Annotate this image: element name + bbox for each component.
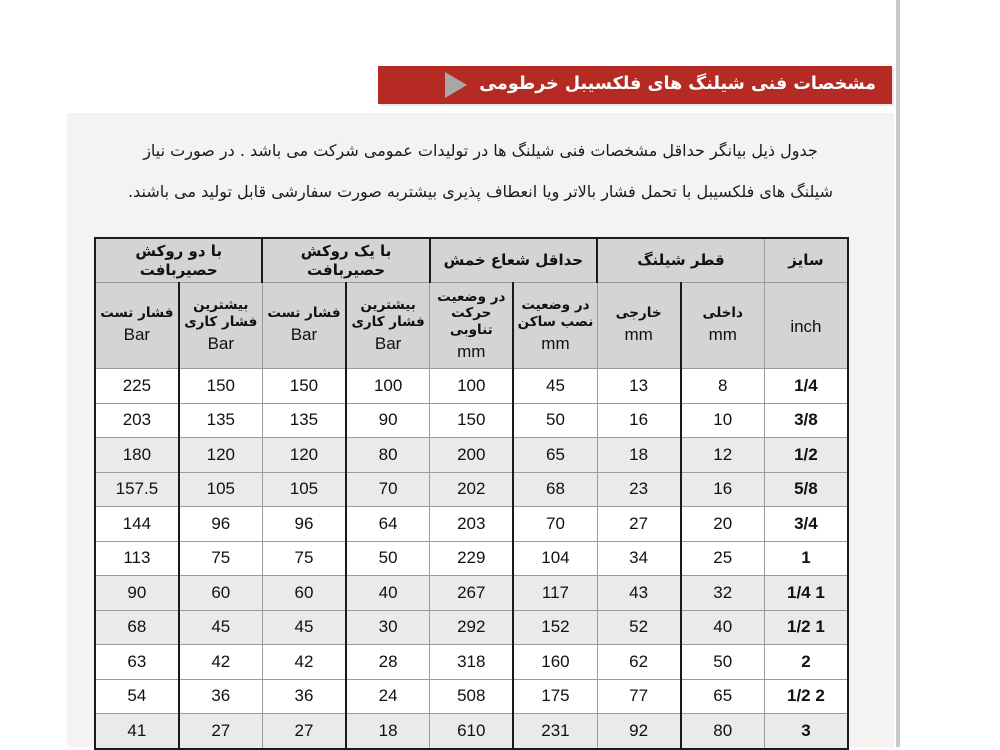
table-cell: 16: [597, 403, 681, 438]
table-cell: 610: [430, 714, 514, 749]
table-cell: 68: [95, 610, 179, 645]
table-cell: 52: [597, 610, 681, 645]
cell-size: 2: [764, 645, 848, 680]
table-cell: 28: [346, 645, 430, 680]
table-cell: 13: [597, 369, 681, 404]
cell-size: 1/4: [764, 369, 848, 404]
cell-size: 5/8: [764, 472, 848, 507]
sub-header-s-work-unit: Bar: [374, 333, 402, 353]
table-cell: 225: [95, 369, 179, 404]
table-row: [95, 679, 848, 714]
cell-size: 1 1/4: [764, 576, 848, 611]
table-cell: 144: [95, 507, 179, 542]
table-row: [95, 403, 848, 438]
sub-header-static-fa: در وضعیت نصب ساکن: [517, 297, 594, 330]
table-cell: 68: [513, 472, 597, 507]
table-cell: 231: [513, 714, 597, 749]
table-cell: 65: [513, 438, 597, 473]
table-cell: 27: [597, 507, 681, 542]
table-cell: 160: [513, 645, 597, 680]
table-cell: 508: [430, 679, 514, 714]
table-cell: 24: [346, 679, 430, 714]
table-row: [95, 438, 848, 473]
sub-header-s-test-fa: فشار تست: [267, 305, 341, 322]
cell-size: 1/2: [764, 438, 848, 473]
sub-header-d-work-unit: Bar: [207, 333, 235, 353]
table-row: [95, 576, 848, 611]
table-cell: 180: [95, 438, 179, 473]
table-cell: 54: [95, 679, 179, 714]
group-header-single-braid: با یک روکش حصیربافت: [262, 238, 429, 283]
sub-header-outer-fa: خارجی: [615, 305, 662, 322]
table-cell: 45: [513, 369, 597, 404]
table-cell: 50: [346, 541, 430, 576]
table-cell: 42: [262, 645, 346, 680]
table-cell: 96: [179, 507, 263, 542]
table-cell: 90: [95, 576, 179, 611]
intro-paragraph: [67, 141, 894, 223]
table-cell: 105: [179, 472, 263, 507]
sub-header-d-work-fa: بیشترین فشار کاری: [184, 297, 258, 330]
table-cell: 27: [179, 714, 263, 749]
table-cell: 135: [179, 403, 263, 438]
table-cell: 200: [430, 438, 514, 473]
table-row: [95, 507, 848, 542]
group-header-double-braid: با دو روکش حصیربافت: [95, 238, 262, 283]
table-cell: 75: [262, 541, 346, 576]
table-cell: 120: [262, 438, 346, 473]
sub-header-s-work-fa: بیشترین فشار کاری: [351, 297, 425, 330]
table-cell: 292: [430, 610, 514, 645]
sub-header-size-unit-label: inch: [790, 316, 822, 336]
section-banner-title: مشخصات فنی شیلنگ های فلکسیبل خرطومی: [479, 74, 876, 95]
intro-line-1: جدول ذیل بیانگر حداقل مشخصات فنی شیلنگ ها در تولیدات عمومی شرکت می باشد . در صورت نیاز: [143, 141, 818, 160]
sub-header-single-test-pressure: [262, 283, 346, 369]
table-cell: 100: [346, 369, 430, 404]
group-header-size: سایز: [764, 238, 848, 283]
table-row: [95, 610, 848, 645]
table-cell: 40: [346, 576, 430, 611]
table-cell: 229: [430, 541, 514, 576]
sub-header-double-working-pressure: [179, 283, 263, 369]
table-cell: 25: [681, 541, 765, 576]
cell-size: 1 1/2: [764, 610, 848, 645]
sub-header-static-unit: mm: [541, 333, 570, 353]
table-cell: 77: [597, 679, 681, 714]
sub-header-dynamic-motion: [430, 283, 514, 369]
table-cell: 18: [346, 714, 430, 749]
table-cell: 23: [597, 472, 681, 507]
spec-table: [94, 237, 849, 750]
table-cell: 157.5: [95, 472, 179, 507]
table-cell: 70: [346, 472, 430, 507]
table-cell: 8: [681, 369, 765, 404]
sub-header-single-working-pressure: [346, 283, 430, 369]
sub-header-d-test-fa: فشار تست: [100, 305, 174, 322]
spec-table-body: [95, 369, 848, 749]
table-cell: 202: [430, 472, 514, 507]
sub-header-outer-diameter: [597, 283, 681, 369]
table-cell: 80: [346, 438, 430, 473]
table-cell: 32: [681, 576, 765, 611]
table-cell: 96: [262, 507, 346, 542]
table-cell: 70: [513, 507, 597, 542]
group-header-diameter: قطر شیلنگ: [597, 238, 764, 283]
spec-table-head: [95, 238, 848, 369]
triangle-left-icon: [445, 72, 467, 98]
cell-size: 3/4: [764, 507, 848, 542]
table-cell: 45: [179, 610, 263, 645]
table-cell: 75: [179, 541, 263, 576]
table-cell: 36: [262, 679, 346, 714]
sub-header-s-test-unit: Bar: [290, 325, 318, 345]
table-row: [95, 714, 848, 749]
table-cell: 152: [513, 610, 597, 645]
table-cell: 105: [262, 472, 346, 507]
group-header-row: [95, 238, 848, 283]
table-cell: 104: [513, 541, 597, 576]
table-cell: 27: [262, 714, 346, 749]
sub-header-dynamic-fa: در وضعیت حرکت تناوبی: [437, 288, 506, 339]
section-banner: [378, 66, 892, 104]
table-row: [95, 645, 848, 680]
table-cell: 267: [430, 576, 514, 611]
table-cell: 90: [346, 403, 430, 438]
group-header-bend-radius: حداقل شعاع خمش: [430, 238, 597, 283]
table-cell: 10: [681, 403, 765, 438]
table-cell: 60: [262, 576, 346, 611]
table-cell: 203: [95, 403, 179, 438]
table-cell: 12: [681, 438, 765, 473]
page-right-edge-rule: [896, 0, 900, 747]
table-cell: 34: [597, 541, 681, 576]
table-cell: 318: [430, 645, 514, 680]
spec-table-container: [96, 237, 849, 750]
table-cell: 92: [597, 714, 681, 749]
table-cell: 45: [262, 610, 346, 645]
sub-header-inner-unit: mm: [708, 325, 737, 345]
table-cell: 18: [597, 438, 681, 473]
table-cell: 50: [681, 645, 765, 680]
table-cell: 203: [430, 507, 514, 542]
table-cell: 150: [179, 369, 263, 404]
table-cell: 60: [179, 576, 263, 611]
table-cell: 80: [681, 714, 765, 749]
table-cell: 50: [513, 403, 597, 438]
table-row: [95, 541, 848, 576]
sub-header-static-install: [513, 283, 597, 369]
table-cell: 20: [681, 507, 765, 542]
cell-size: 3/8: [764, 403, 848, 438]
table-cell: 30: [346, 610, 430, 645]
table-cell: 175: [513, 679, 597, 714]
sub-header-double-test-pressure: [95, 283, 179, 369]
document-content-area: [67, 113, 894, 747]
sub-header-inner-fa: داخلی: [702, 305, 743, 322]
table-cell: 41: [95, 714, 179, 749]
cell-size: 2 1/2: [764, 679, 848, 714]
table-cell: 43: [597, 576, 681, 611]
table-cell: 36: [179, 679, 263, 714]
table-cell: 100: [430, 369, 514, 404]
table-cell: 150: [430, 403, 514, 438]
sub-header-size-unit: [764, 283, 848, 369]
table-row: [95, 472, 848, 507]
cell-size: 1: [764, 541, 848, 576]
table-cell: 16: [681, 472, 765, 507]
table-row: [95, 369, 848, 404]
table-cell: 150: [262, 369, 346, 404]
table-cell: 64: [346, 507, 430, 542]
table-cell: 120: [179, 438, 263, 473]
table-cell: 65: [681, 679, 765, 714]
table-cell: 62: [597, 645, 681, 680]
sub-header-dynamic-unit: mm: [457, 342, 486, 362]
sub-header-row: [95, 283, 848, 369]
sub-header-inner-diameter: [681, 283, 765, 369]
table-cell: 63: [95, 645, 179, 680]
table-cell: 117: [513, 576, 597, 611]
table-cell: 135: [262, 403, 346, 438]
cell-size: 3: [764, 714, 848, 749]
table-cell: 42: [179, 645, 263, 680]
sub-header-d-test-unit: Bar: [123, 325, 151, 345]
sub-header-outer-unit: mm: [624, 325, 653, 345]
table-cell: 113: [95, 541, 179, 576]
intro-line-2: شیلنگ های فلکسیبل با تحمل فشار بالاتر ویا انعطاف پذیری بیشتربه صورت سفارشی قابل تولید می باشند.: [128, 182, 833, 202]
table-cell: 40: [681, 610, 765, 645]
